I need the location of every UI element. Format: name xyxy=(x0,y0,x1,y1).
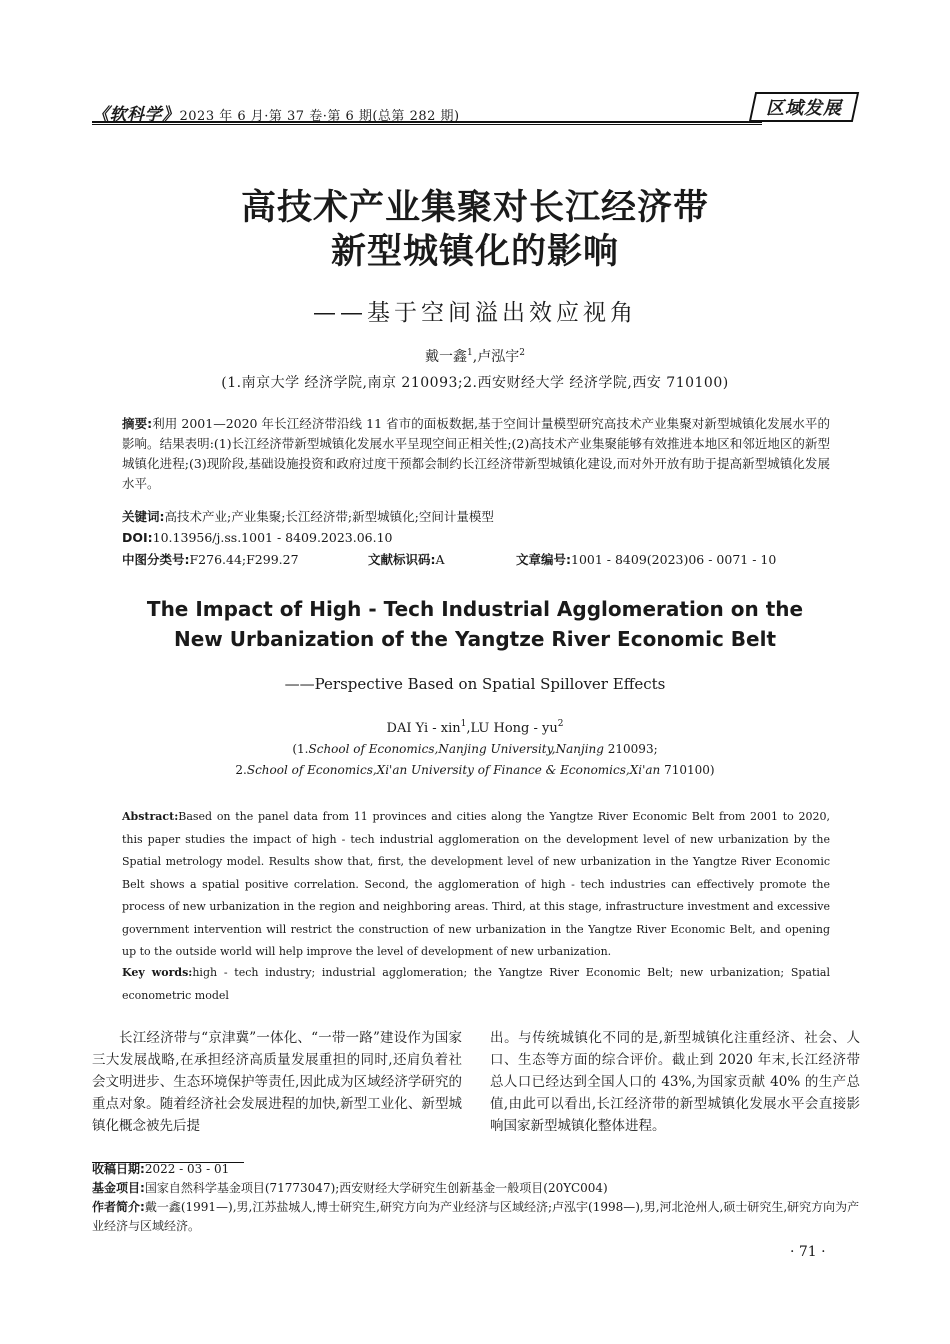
affiliation-en-1: (1.School of Economics,Nanjing University,Nanjing 210093; xyxy=(292,742,658,756)
page-number: · 71 · xyxy=(790,1244,826,1260)
author-bio-text: 戴一鑫(1991—),男,江苏盐城人,博士研究生,研究方向为产业经济与区域经济;卢泓宇(1998—),男,河北沧州人,硕士研究生,研究方向为产业经济与区域经济。 xyxy=(92,1200,860,1233)
title-cn-line2: 新型城镇化的影响 xyxy=(330,231,619,272)
body-column-left: 长江经济带与“京津冀”一体化、“一带一路”建设作为国家三大发展战略,在承担经济高质量发展重担的同时,还肩负着社会文明进步、生态环境保护等责任,因此成为区域经济学研究的重点对象。随着经济社会发展进程的加快,新型工业化、新型城镇化概念被先后提 xyxy=(92,1030,462,1134)
section-badge xyxy=(749,92,859,122)
doc-code-value: A xyxy=(435,552,445,567)
clc-label: 中图分类号: xyxy=(122,552,190,567)
abstract-cn-label: 摘要: xyxy=(122,416,153,431)
doi-line xyxy=(122,529,830,547)
author-cn-1-affil: 1 xyxy=(467,348,473,358)
article-no-value: 1001 - 8409(2023)06 - 0071 - 10 xyxy=(571,552,777,567)
subtitle-en: ——Perspective Based on Spatial Spillover Effects xyxy=(284,675,666,693)
footnote-fund xyxy=(92,1179,862,1198)
doi-value: 10.13956/j.ss.1001 - 8409.2023.06.10 xyxy=(152,530,393,545)
abstract-en xyxy=(122,806,830,964)
keywords-en xyxy=(122,962,830,1007)
section-label: 区域发展 xyxy=(766,98,842,119)
journal-issue: 2023 年 6 月·第 37 卷·第 6 期(总第 282 期) xyxy=(179,109,460,124)
header-rule xyxy=(92,121,762,123)
abstract-en-label: Abstract: xyxy=(122,810,179,823)
author-cn-2: 卢泓宇 xyxy=(477,349,520,365)
footnote-author-bio xyxy=(92,1198,862,1236)
abstract-cn-text: 利用 2001—2020 年长江经济带沿线 11 省市的面板数据,基于空间计量模型研究高技术产业集聚对新型城镇化发展水平的影响。结果表明:(1)长江经济带新型城镇化发展水平呈现空间正相关性;(2)高技术产业集聚能够有效推进本地区和邻近地区的新型城镇化进程;(3)现阶段,基础设施投资和政府过度干预都会制约长江经济带新型城镇化建设,而对外开放有助于提高新型城镇化发展水平。 xyxy=(122,416,830,491)
authors-en xyxy=(0,719,950,736)
abstract-en-text: Based on the panel data from 11 provinces and cities along the Yangtze River Economic Belt from 2001 to 2020, this paper studies the impact of high - tech industrial agglomeration on the development level of new urbanization by the Spatial metrology model. Results show that, first, the development level of new urbanization in the Yangtze River Economic Belt shows a spatial positive correlation. Second, the agglomeration of high - tech industries can effectively promote the process of new urbanization in the region and neighboring areas. Third, at this stage, infrastructure investment and excessive government intervention will restrict the construction of new urbanization in the Yangtze River Economic Belt, and opening up to the outside world will help improve the level of development of new urbanization. xyxy=(122,810,830,958)
journal-name: 《软科学》 xyxy=(92,105,180,125)
affiliations-en xyxy=(0,739,950,781)
received-date: 2022 - 03 - 01 xyxy=(144,1162,230,1176)
author-separator: , xyxy=(472,349,478,365)
fund-label: 基金项目: xyxy=(92,1181,145,1195)
author-en-2-affil: 2 xyxy=(557,719,564,729)
title-en xyxy=(0,594,950,654)
keywords-cn-label: 关键词: xyxy=(122,509,165,524)
author-cn-1: 戴一鑫 xyxy=(425,349,468,365)
author-en-1: DAI Yi - xin xyxy=(386,721,461,736)
keywords-en-label: Key words: xyxy=(122,966,193,979)
author-bio-label: 作者简介: xyxy=(92,1200,145,1214)
keywords-en-text: high - tech industry; industrial agglomeration; the Yangtze River Economic Belt; new urbanization; Spatial econometric model xyxy=(122,966,830,1002)
title-cn-line1: 高技术产业集聚对长江经济带 xyxy=(240,187,709,228)
doi-label: DOI: xyxy=(122,530,153,545)
authors-cn xyxy=(0,346,950,366)
affiliations-cn: (1.南京大学 经济学院,南京 210093;2.西安财经大学 经济学院,西安 710100) xyxy=(221,375,729,391)
doc-code-label: 文献标识码: xyxy=(368,552,436,567)
header-rule-thin xyxy=(92,124,762,125)
title-en-line2: New Urbanization of the Yangtze River Economic Belt xyxy=(173,627,777,651)
article-no-label: 文章编号: xyxy=(516,552,571,567)
author-en-separator: , xyxy=(466,721,471,736)
clc-value: F276.44;F299.27 xyxy=(189,552,299,567)
received-label: 收稿日期: xyxy=(92,1162,145,1176)
footnote-received xyxy=(92,1160,862,1179)
fund-text: 国家自然科学基金项目(71773047);西安财经大学研究生创新基金一般项目(20YC004) xyxy=(144,1181,608,1195)
author-en-2: LU Hong - yu xyxy=(470,721,558,736)
subtitle-cn: ——基于空间溢出效应视角 xyxy=(313,300,637,326)
keywords-cn-text: 高技术产业;产业集聚;长江经济带;新型城镇化;空间计量模型 xyxy=(164,509,494,524)
affiliation-en-2: 2.School of Economics,Xi'an University of Finance & Economics,Xi'an 710100) xyxy=(235,763,715,777)
abstract-cn xyxy=(122,414,830,494)
title-en-line1: The Impact of High - Tech Industrial Agglomeration on the xyxy=(146,597,804,621)
author-en-1-affil: 1 xyxy=(460,719,467,729)
author-cn-2-affil: 2 xyxy=(519,348,525,358)
keywords-cn xyxy=(122,508,830,526)
title-cn xyxy=(0,186,950,274)
body-column-right: 出。与传统城镇化不同的是,新型城镇化注重经济、社会、人口、生态等方面的综合评价。截止到 2020 年末,长江经济带总人口已经达到全国人口的 43%,为国家贡献 40% 的生产总值,由此可以看出,长江经济带的新型城镇化发展水平会直接影响国家新型城镇化整体进程。 xyxy=(490,1030,860,1134)
